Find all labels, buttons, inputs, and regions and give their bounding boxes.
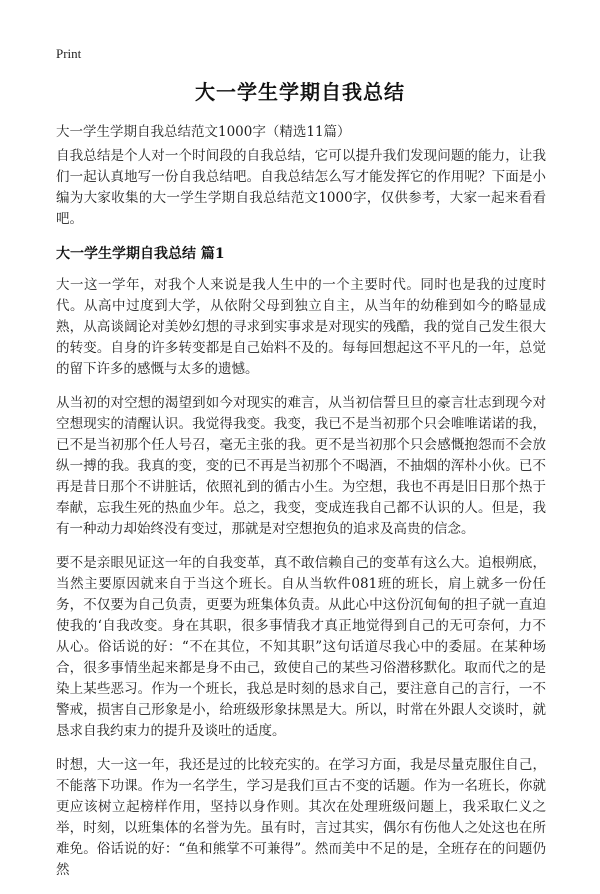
body-paragraph-2: 从当初的对空想的渴望到如今对现实的难言，从当初信誓旦旦的豪言壮志到现今对空想现实的清醒认识。我觉得我变。我变，我已不是当初那个只会唯唯诺诺的我，已不是当初那个任人号召，毫无主张的我。更不是当初那个只会感慨抱怨而不会放纵一搏的我。我真的变，变的已不再是当初那个不喝酒，不抽烟的浑朴小伙。已不再是昔日那个不讲脏话，依照礼到的循古小生。为空想，我也不再是旧日那个热于奉献，忘我生死的热血少年。总之，我变，变成连我自己都不认识的人。但是，我有一种动力却始终没有变过，那就是对空想抱负的追求及高贵的信念。 [56, 395, 546, 537]
document-body [56, 146, 546, 894]
print-label[interactable]: Print [56, 46, 82, 61]
body-paragraph-3: 要不是亲眼见证这一年的自我变革，真不敢信赖自己的变革有这么大。追根朔底，当然主要原因就来自于当这个班长。自从当软件081班的班长，肩上就多一份任务，不仅要为自己负责，更要为班集体负责。从此心中这份沉甸甸的担子就一直迫使我的‘自我改变。身在其职，很多事情我才真正地觉得到自己的无可奈何，力不从心。俗话说的好：“不在其位，不知其职”这句话道尽我心中的委屈。在某种场合，很多事情坐起来都是身不由己，致使自己的某些习俗潜移默化。取而代之的是染上某些恶习。作为一个班长，我总是时刻的恳求自己，要注意自己的言行，一不警戒，损害自己形象是小，给班级形象抹黑是大。所以，时常在外跟人交谈时，就恳求自我约束力的提升及谈吐的适度。 [56, 555, 546, 739]
section-heading: 大一学生学期自我总结 篇1 [56, 246, 225, 262]
document-subtitle: 大一学生学期自我总结范文1000字（精选11篇） [56, 124, 351, 140]
document-title: 大一学生学期自我总结 [195, 80, 405, 104]
body-paragraph-4: 时想，大一这一年，我还是过的比较充实的。在学习方面，我是尽量克服住自己，不能落下功课。作为一名学生，学习是我们亘古不变的话题。作为一名班长，你就更应该树立起榜样作用，坚持以身作则。其次在处理班级问题上，我采取仁义之举，时刻，以班集体的名誉为先。虽有时，言过其实，偶尔有伤他人之处这也在所难免。俗话说的好：“鱼和熊掌不可兼得”。然而美中不足的是，全班存在的问题仍然 [56, 757, 546, 878]
body-paragraph-1: 大一这一学年，对我个人来说是我人生中的一个主要时代。同时也是我的过度时代。从高中过度到大学，从依附父母到独立自主，从当年的幼稚到如今的略显成熟，从高谈阔论对美妙幻想的寻求到实事求是对现实的残酷，我的觉自己发生很大的转变。自身的许多转变都是自己始料不及的。每每回想起这不平凡的一年，总觉的留下许多的感慨与太多的遗憾。 [56, 277, 546, 377]
intro-paragraph: 自我总结是个人对一个时间段的自我总结，它可以提升我们发现问题的能力，让我们一起认真地写一份自我总结吧。自我总结怎么写才能发挥它的作用呢？下面是小编为大家收集的大一学生学期自我总结范文1000字，仅供参考，大家一起来看看吧。 [56, 148, 546, 227]
